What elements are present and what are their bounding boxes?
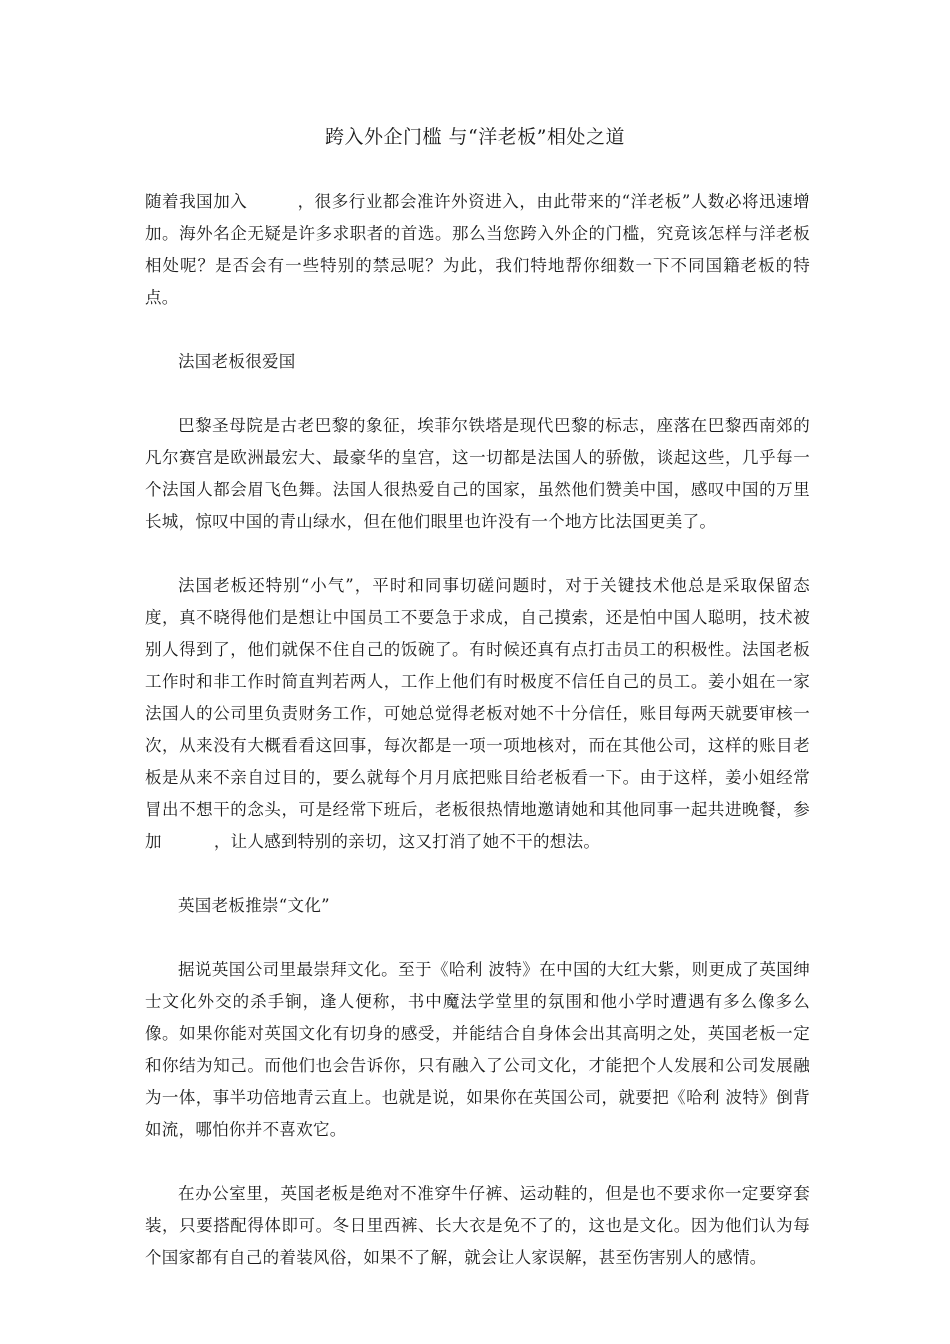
section-heading-france: 法国老板很爱国: [178, 352, 296, 371]
france-paragraph-1: 巴黎圣母院是古老巴黎的象征，埃菲尔铁塔是现代巴黎的标志，座落在巴黎西南郊的凡尔赛宫是欧洲最宏大、最豪华的皇宫，这一切都是法国人的骄傲，谈起这些，几乎每一个法国人都会眉飞色舞。法国人很热爱自己的国家，虽然他们赞美中国，感叹中国的万里长城，惊叹中国的青山绿水，但在他们眼里也许没有一个地方比法国更美了。: [145, 416, 810, 531]
britain-paragraph-1: 据说英国公司里最崇拜文化。至于《哈利 波特》在中国的大红大紫，则更成了英国绅士文化外交的杀手锏，逢人便称，书中魔法学堂里的氛围和他小学时遭遇有多么像多么像。如果你能对英国文化有切身的感受，并能结合自身体会出其高明之处，英国老板一定和你结为知己。而他们也会告诉你，只有融入了公司文化，才能把个人发展和公司发展融为一体，事半功倍地青云直上。也就是说，如果你在英国公司，就要把《哈利 波特》倒背如流，哪怕你并不喜欢它。: [145, 960, 810, 1139]
intro-text-end: ，很多行业都会准许外资进入，由此带来的“洋老板”人数必将迅速增加。海外名企无疑是许多求职者的首选。那么当您跨入外企的门槛，究竟该怎样与洋老板相处呢？是否会有一些特别的禁忌呢？为此，我们特地帮你细数一下不同国籍老板的特点。: [145, 192, 810, 307]
france-paragraph-2-end: ，让人感到特别的亲切，这又打消了她不干的想法。: [213, 832, 601, 851]
france-paragraph-2: [145, 570, 810, 858]
intro-text-start: 随着我国加入: [145, 192, 248, 211]
britain-paragraph-2: 在办公室里，英国老板是绝对不准穿牛仔裤、运动鞋的，但是也不要求你一定要穿套装，只要搭配得体即可。冬日里西裤、长大衣是免不了的，这也是文化。因为他们认为每个国家都有自己的着装风俗，如果不了解，就会让人家误解，甚至伤害别人的感情。: [145, 1184, 810, 1267]
document-body: [145, 186, 810, 1306]
document-title: 跨入外企门槛 与“洋老板”相处之道: [325, 126, 625, 148]
section-heading-britain: 英国老板推崇“文化”: [178, 896, 330, 915]
intro-paragraph: [145, 186, 810, 314]
france-paragraph-2-start: 法国老板还特别“小气”，平时和同事切磋问题时，对于关键技术他总是采取保留态度，真不晓得他们是想让中国员工不要急于求成，自己摸索，还是怕中国人聪明，技术被别人得到了，他们就保不住自己的饭碗了。有时候还真有点打击员工的积极性。法国老板工作时和非工作时简直判若两人，工作上他们有时极度不信任自己的员工。姜小姐在一家法国人的公司里负责财务工作，可她总觉得老板对她不十分信任，账目每两天就要审核一次，从来没有大概看看这回事，每次都是一项一项地核对，而在其他公司，这样的账目老板是从来不亲自过目的，要么就每个月月底把账目给老板看一下。由于这样，姜小姐经常冒出不想干的念头，可是经常下班后，老板很热情地邀请她和其他同事一起共进晚餐，参加: [145, 576, 810, 851]
